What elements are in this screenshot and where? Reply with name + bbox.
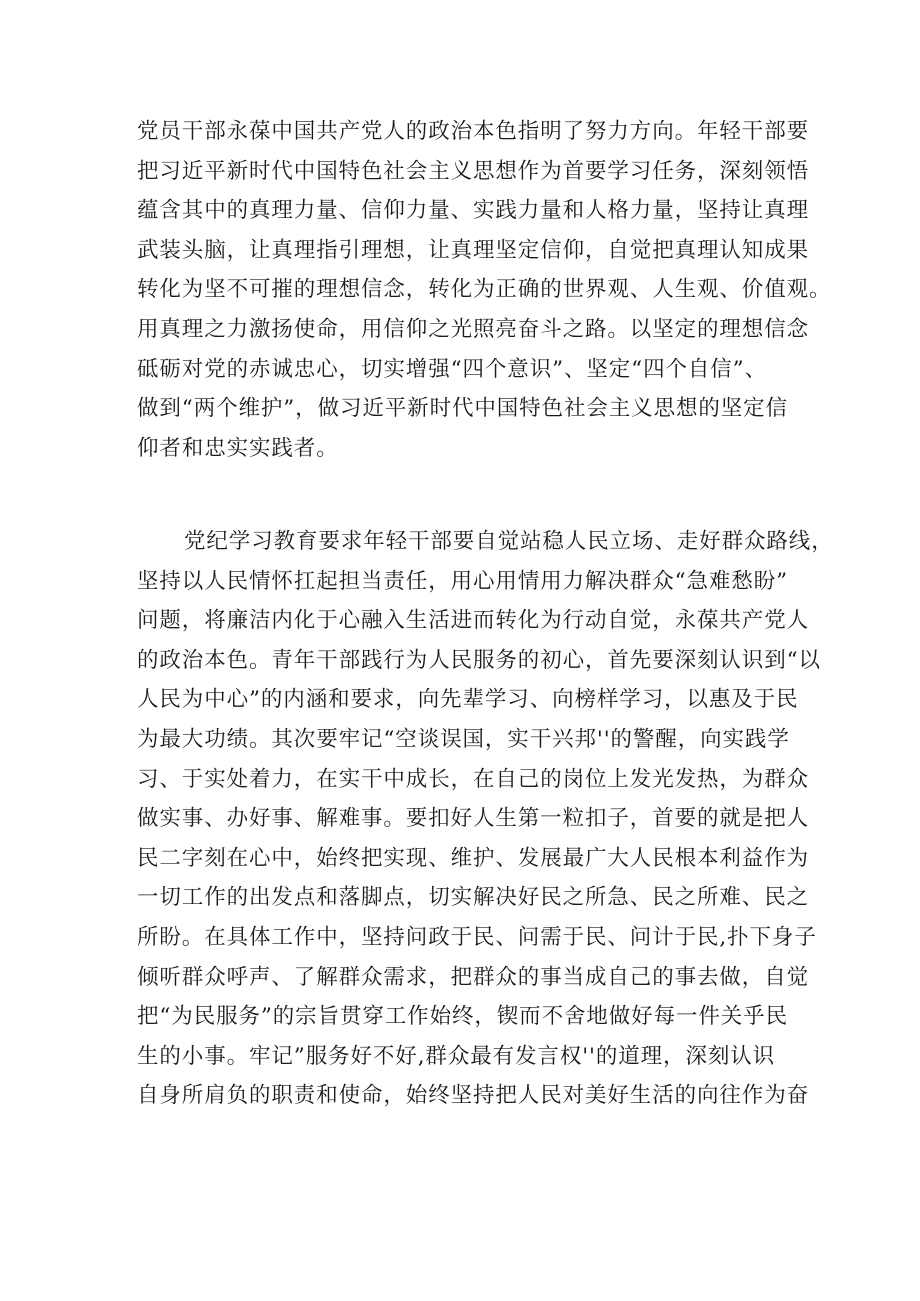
text-line: 人民为中心”的内涵和要求，向先辈学习、向榜样学习，以惠及于民 [137, 687, 799, 713]
text-line: 习、于实处着力，在实干中成长，在自己的岗位上发光发热，为群众 [137, 766, 810, 792]
text-line: 民二字刻在心中，始终把实现、维护、发展最广大人民根本利益作为 [137, 845, 810, 871]
text-line: 的政治本色。青年干部践行为人民服务的初心，首先要深刻认识到“以 [137, 647, 821, 673]
text-line: 转化为坚不可摧的理想信念，转化为正确的世界观、人生观、价值观。 [137, 277, 832, 303]
text-line: 一切工作的出发点和落脚点，切实解决好民之所急、民之所难、民之 [137, 885, 810, 911]
text-line: 做到“两个维护”，做习近平新时代中国特色社会主义思想的坚定信 [137, 396, 788, 422]
text-line: 做实事、办好事、解难事。要扣好人生第一粒扣子，首要的就是把人 [137, 806, 810, 832]
text-line: 倾听群众呼声、了解群众需求，把群众的事当成自己的事去做，自觉 [137, 964, 810, 990]
text-line: 为最大功绩。其次要牢记“空谈误国，实干兴邦''的警醒，向实践学 [137, 726, 790, 752]
text-line: 生的小事。牢记”服务好不好,群众最有发言权''的道理，深刻认识 [137, 1043, 776, 1069]
text-line: 武装头脑，让真理指引理想，让真理坚定信仰，自觉把真理认知成果 [137, 237, 810, 263]
text-line: 把“为民服务”的宗旨贯穿工作始终，锲而不舍地做好每一件关乎民 [137, 1004, 788, 1030]
paragraph-1 [137, 112, 832, 468]
text-line: 砥砺对党的赤诚忠心，切实增强“四个意识”、坚定“四个自信”、 [137, 356, 767, 382]
text-line: 问题，将廉洁内化于心融入生活进而转化为行动自觉，永葆共产党人 [137, 608, 810, 634]
text-line: 把习近平新时代中国特色社会主义思想作为首要学习任务，深刻领悟 [137, 158, 810, 184]
paragraph-2 [137, 522, 834, 1116]
text-line-indented: 党纪学习教育要求年轻干部要自觉站稳人民立场、走好群众路线， [184, 529, 834, 554]
text-line: 坚持以人民情怀扛起担当责任，用心用情用力解决群众“急难愁盼” [137, 568, 788, 594]
text-line: 用真理之力激扬使命，用信仰之光照亮奋斗之路。以坚定的理想信念 [137, 316, 810, 342]
text-line: 党员干部永葆中国共产党人的政治本色指明了努力方向。年轻干部要 [137, 119, 810, 144]
text-line: 所盼。在具体工作中，坚持问政于民、问需于民、问计于民,扑下身子 [137, 924, 817, 950]
text-line: 自身所肩负的职责和使命，始终坚持把人民对美好生活的向往作为奋 [137, 1083, 810, 1109]
text-line: 蕴含其中的真理力量、信仰力量、实践力量和人格力量，坚持让真理 [137, 198, 810, 224]
text-line: 仰者和忠实实践者。 [137, 435, 339, 461]
